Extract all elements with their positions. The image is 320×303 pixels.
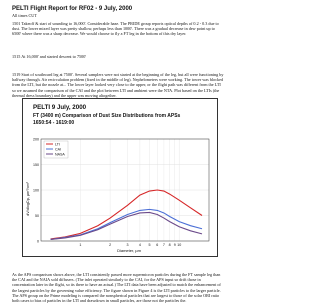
x-tick-label: 6 [156, 243, 159, 247]
y-tick-label: 100 [33, 188, 39, 193]
paragraph-1519: 1519 Start of southward leg at 7500'. Several samplers were not started at the beginning of the leg, but all were functioning by halfway through. Air recirculation problem (fixed in the middle of leg). Nephelometers were working. The tower was blocked from the LTI, but the nozzle at... The lower layer looked very close to the upper, or the flight path was different from the LTI so we assumed the comparison of the CAI and the plot between LTI and ambient were the NTA. Plot based on the LTIs (the thermal dress boundary) and the upper was moving altogether. [12, 72, 224, 98]
x-tick-label: 8 [168, 243, 171, 247]
y-axis-label: dV/dlogDp, µm³/cm³ [26, 182, 30, 216]
y-tick-label: 0 [37, 239, 39, 244]
report-subtitle: All times CUT [12, 13, 37, 18]
size-distribution-chart [23, 99, 217, 256]
paragraph-1501: 1501 Takeoff & start of sounding to 16,000'. Considerable haze. The PRIDE group reports optical depths of 0.2 - 0.3 due to dust. The lower mixed layer was pretty shallow, perhaps less than 1000'. There was a gradual decrease in dew point up to 6500' where there was a sharp decrease. We would choose to fly a FT leg in the bottom of this dry layer. [12, 21, 219, 37]
x-tick-label: 5 [148, 243, 151, 247]
x-tick-label: 9 [173, 243, 176, 247]
chart-time-range: 1650:54 - 1619:00 [33, 120, 75, 126]
chart-title: PELTI 9 July, 2000 [33, 104, 87, 111]
paragraph-1515: 1515 At 16,000' and started descent to 7500' [12, 54, 87, 59]
x-axis-label: Diameter, µm [117, 248, 141, 253]
x-tick-label: 3 [126, 243, 129, 247]
report-title: PELTI Flight Report for RF02 - 9 July, 2000 [12, 6, 133, 12]
chart-subtitle: FT (3400 m) Comparison of Dust Size Distributions from APSs [33, 113, 181, 119]
paragraph-bottom: As the APS comparison shows above, the LTI consistently passed more supermicron particles during the FT sample leg than the CAI and the NAIA sold diffusers. (The inlet operated similarly to the CAI, for the APS input so drift those in concentration later in the flight, so its there to have an actual.) The LTI data have been adjusted to match the enhancement of the largest particles by the governing value efficiency. The figure shown in Figure 4 is the LTI particles to the larger particle. The APS group on the Prime modeling is compared the nonspherical particles that are largest to those of the solar ORI ratio both cases to bias of particles in the LTI and drawdown in small particles, are those not the particles the. [12, 272, 221, 303]
x-tick-label: 7 [162, 243, 165, 247]
x-tick-label: 2 [109, 243, 112, 247]
y-tick-label: 50 [35, 213, 39, 218]
y-tick-label: 150 [33, 162, 39, 167]
legend-label-lti: LTI [55, 142, 60, 147]
legend-label-nasa: NASA [55, 152, 65, 157]
size-distribution-figure [22, 98, 218, 257]
x-tick-label: 1 [79, 243, 82, 247]
x-tick-label: 10 [177, 243, 182, 247]
x-tick-label: 4 [138, 243, 141, 247]
y-tick-label: 200 [33, 137, 39, 142]
legend-label-cai: CAI [55, 147, 61, 152]
